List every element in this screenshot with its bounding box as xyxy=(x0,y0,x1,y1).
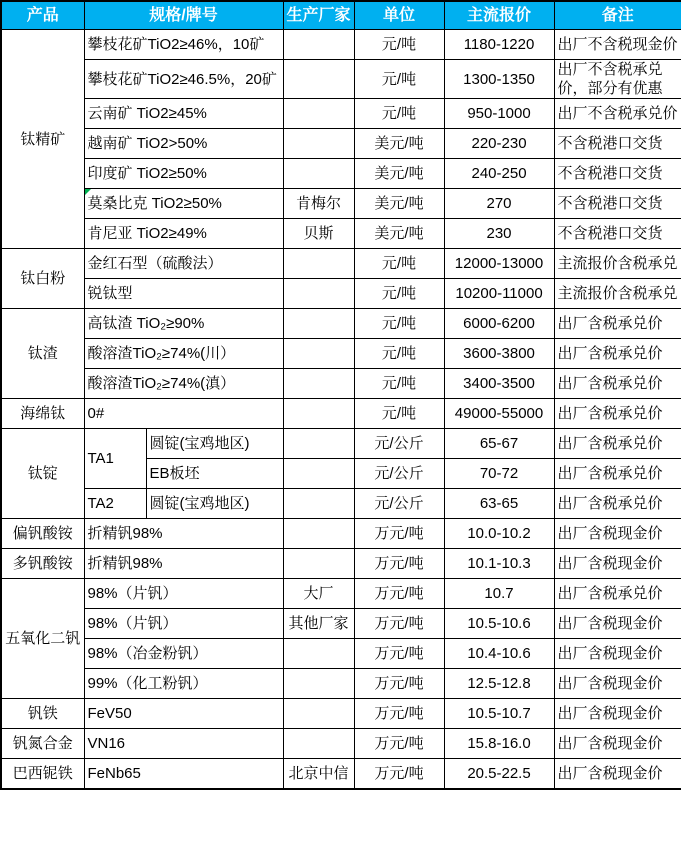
table-row xyxy=(1,339,681,369)
remark-cell: 出厂含税承兑价 xyxy=(554,579,681,609)
producer-cell xyxy=(283,549,354,579)
spec-cell: 印度矿 TiO2≥50% xyxy=(84,159,283,189)
spec-cell: 酸溶渣TiO₂≥74%(川） xyxy=(84,339,283,369)
unit-cell: 元/吨 xyxy=(354,60,444,99)
table-row xyxy=(1,489,681,519)
remark-cell: 不含税港口交货 xyxy=(554,159,681,189)
price-cell: 10.4-10.6 xyxy=(444,639,554,669)
spec-cell xyxy=(84,189,283,219)
product-cell: 钒氮合金 xyxy=(1,729,84,759)
spec-cell: 金红石型（硫酸法） xyxy=(84,249,283,279)
spec-text: 莫桑比克 TiO2≥50% xyxy=(87,195,222,212)
producer-cell: 其他厂家 xyxy=(283,609,354,639)
producer-cell xyxy=(283,279,354,309)
table-row xyxy=(1,699,681,729)
remark-cell: 出厂含税现金价 xyxy=(554,729,681,759)
remark-cell: 出厂含税承兑价 xyxy=(554,459,681,489)
remark-cell: 出厂含税现金价 xyxy=(554,549,681,579)
price-cell: 3600-3800 xyxy=(444,339,554,369)
price-cell: 12000-13000 xyxy=(444,249,554,279)
unit-cell: 美元/吨 xyxy=(354,129,444,159)
producer-cell: 贝斯 xyxy=(283,219,354,249)
table-row xyxy=(1,99,681,129)
producer-cell xyxy=(283,699,354,729)
producer-cell xyxy=(283,519,354,549)
spec-cell: 越南矿 TiO2>50% xyxy=(84,129,283,159)
table-row xyxy=(1,549,681,579)
table-row xyxy=(1,129,681,159)
grade-cell: TA1 xyxy=(84,429,146,489)
spec-cell: 高钛渣 TiO₂≥90% xyxy=(84,309,283,339)
remark-cell: 不含税港口交货 xyxy=(554,219,681,249)
remark-cell: 出厂含税承兑价 xyxy=(554,309,681,339)
price-cell: 10.1-10.3 xyxy=(444,549,554,579)
table-row xyxy=(1,669,681,699)
unit-cell: 元/吨 xyxy=(354,30,444,60)
spec-cell: 98%（片钒） xyxy=(84,579,283,609)
unit-cell: 万元/吨 xyxy=(354,609,444,639)
spec-cell: 98%（冶金粉钒） xyxy=(84,639,283,669)
spec-cell: 99%（化工粉钒） xyxy=(84,669,283,699)
remark-cell: 出厂含税承兑价 xyxy=(554,489,681,519)
unit-cell: 万元/吨 xyxy=(354,579,444,609)
column-header-unit: 单位 xyxy=(354,1,444,30)
producer-cell xyxy=(283,339,354,369)
unit-cell: 万元/吨 xyxy=(354,519,444,549)
producer-cell xyxy=(283,159,354,189)
table-row xyxy=(1,279,681,309)
unit-cell: 美元/吨 xyxy=(354,189,444,219)
table-row xyxy=(1,729,681,759)
table-row xyxy=(1,429,681,459)
header-row xyxy=(1,1,681,30)
producer-cell: 大厂 xyxy=(283,579,354,609)
table-row xyxy=(1,579,681,609)
price-cell: 20.5-22.5 xyxy=(444,759,554,789)
spec-cell: 云南矿 TiO2≥45% xyxy=(84,99,283,129)
unit-cell: 元/吨 xyxy=(354,369,444,399)
product-cell: 钛锭 xyxy=(1,429,84,519)
unit-cell: 美元/吨 xyxy=(354,159,444,189)
remark-cell: 出厂含税现金价 xyxy=(554,519,681,549)
producer-cell: 北京中信 xyxy=(283,759,354,789)
product-cell: 五氧化二钒 xyxy=(1,579,84,699)
unit-cell: 万元/吨 xyxy=(354,729,444,759)
price-cell: 63-65 xyxy=(444,489,554,519)
producer-cell xyxy=(283,369,354,399)
spec-cell: VN16 xyxy=(84,729,283,759)
spec-cell: FeNb65 xyxy=(84,759,283,789)
remark-cell: 不含税港口交货 xyxy=(554,129,681,159)
spec-cell: FeV50 xyxy=(84,699,283,729)
unit-cell: 美元/吨 xyxy=(354,219,444,249)
remark-cell: 出厂不含税承兑价，部分有优惠 xyxy=(554,60,681,99)
spec-cell: 锐钛型 xyxy=(84,279,283,309)
table-row xyxy=(1,519,681,549)
product-cell: 偏钒酸铵 xyxy=(1,519,84,549)
price-cell: 10.7 xyxy=(444,579,554,609)
price-cell: 230 xyxy=(444,219,554,249)
price-cell: 65-67 xyxy=(444,429,554,459)
spec-cell: 0# xyxy=(84,399,283,429)
price-cell: 10.5-10.7 xyxy=(444,699,554,729)
table-row xyxy=(1,309,681,339)
column-header-spec: 规格/牌号 xyxy=(84,1,283,30)
price-cell: 220-230 xyxy=(444,129,554,159)
remark-cell: 出厂含税现金价 xyxy=(554,759,681,789)
spec-cell: 肯尼亚 TiO2≥49% xyxy=(84,219,283,249)
price-cell: 12.5-12.8 xyxy=(444,669,554,699)
unit-cell: 元/公斤 xyxy=(354,489,444,519)
unit-cell: 万元/吨 xyxy=(354,639,444,669)
table-row xyxy=(1,189,681,219)
grade-cell: TA2 xyxy=(84,489,146,519)
column-header-product: 产品 xyxy=(1,1,84,30)
table-row xyxy=(1,159,681,189)
price-cell: 49000-55000 xyxy=(444,399,554,429)
price-cell: 10200-11000 xyxy=(444,279,554,309)
cell-comment-flag-icon xyxy=(85,189,91,195)
column-header-producer: 生产厂家 xyxy=(283,1,354,30)
producer-cell xyxy=(283,99,354,129)
unit-cell: 元/吨 xyxy=(354,249,444,279)
remark-cell: 出厂含税现金价 xyxy=(554,699,681,729)
spec-cell: 折精钒98% xyxy=(84,519,283,549)
remark-cell: 出厂含税现金价 xyxy=(554,669,681,699)
price-cell: 1300-1350 xyxy=(444,60,554,99)
table-row xyxy=(1,399,681,429)
spec-cell: 圆锭(宝鸡地区) xyxy=(146,429,283,459)
price-cell: 950-1000 xyxy=(444,99,554,129)
spec-cell: 98%（片钒） xyxy=(84,609,283,639)
column-header-price: 主流报价 xyxy=(444,1,554,30)
unit-cell: 万元/吨 xyxy=(354,549,444,579)
table-row xyxy=(1,60,681,99)
price-cell: 270 xyxy=(444,189,554,219)
table-row xyxy=(1,219,681,249)
producer-cell xyxy=(283,669,354,699)
unit-cell: 万元/吨 xyxy=(354,759,444,789)
remark-cell: 出厂不含税承兑价 xyxy=(554,99,681,129)
producer-cell xyxy=(283,30,354,60)
spec-cell: 攀枝花矿TiO2≥46.5%，20矿 xyxy=(84,60,283,99)
producer-cell xyxy=(283,639,354,669)
spec-cell: 酸溶渣TiO₂≥74%(滇） xyxy=(84,369,283,399)
spec-cell: 圆锭(宝鸡地区) xyxy=(146,489,283,519)
producer-cell xyxy=(283,60,354,99)
price-cell: 240-250 xyxy=(444,159,554,189)
product-cell: 巴西铌铁 xyxy=(1,759,84,789)
price-cell: 70-72 xyxy=(444,459,554,489)
spec-cell: 攀枝花矿TiO2≥46%，10矿 xyxy=(84,30,283,60)
price-cell: 3400-3500 xyxy=(444,369,554,399)
remark-cell: 主流报价含税承兑 xyxy=(554,249,681,279)
producer-cell xyxy=(283,249,354,279)
producer-cell xyxy=(283,309,354,339)
remark-cell: 主流报价含税承兑 xyxy=(554,279,681,309)
product-cell: 钒铁 xyxy=(1,699,84,729)
remark-cell: 出厂不含税现金价 xyxy=(554,30,681,60)
unit-cell: 万元/吨 xyxy=(354,669,444,699)
table-row xyxy=(1,759,681,789)
table-row xyxy=(1,369,681,399)
product-cell: 钛渣 xyxy=(1,309,84,399)
price-cell: 1180-1220 xyxy=(444,30,554,60)
unit-cell: 元/吨 xyxy=(354,279,444,309)
price-cell: 6000-6200 xyxy=(444,309,554,339)
spec-cell: 折精钒98% xyxy=(84,549,283,579)
unit-cell: 万元/吨 xyxy=(354,699,444,729)
producer-cell xyxy=(283,729,354,759)
table-row xyxy=(1,639,681,669)
product-cell: 海绵钛 xyxy=(1,399,84,429)
spec-cell: EB板坯 xyxy=(146,459,283,489)
producer-cell xyxy=(283,129,354,159)
table-row xyxy=(1,30,681,60)
price-cell: 15.8-16.0 xyxy=(444,729,554,759)
remark-cell: 出厂含税承兑价 xyxy=(554,339,681,369)
table-row xyxy=(1,609,681,639)
column-header-remark: 备注 xyxy=(554,1,681,30)
remark-cell: 出厂含税现金价 xyxy=(554,639,681,669)
remark-cell: 出厂含税承兑价 xyxy=(554,399,681,429)
unit-cell: 元/吨 xyxy=(354,309,444,339)
product-cell: 钛白粉 xyxy=(1,249,84,309)
unit-cell: 元/吨 xyxy=(354,399,444,429)
remark-cell: 不含税港口交货 xyxy=(554,189,681,219)
producer-cell xyxy=(283,399,354,429)
unit-cell: 元/公斤 xyxy=(354,459,444,489)
unit-cell: 元/吨 xyxy=(354,99,444,129)
producer-cell xyxy=(283,459,354,489)
product-cell: 钛精矿 xyxy=(1,30,84,249)
table-row xyxy=(1,249,681,279)
price-cell: 10.5-10.6 xyxy=(444,609,554,639)
price-cell: 10.0-10.2 xyxy=(444,519,554,549)
producer-cell: 肯梅尔 xyxy=(283,189,354,219)
product-cell: 多钒酸铵 xyxy=(1,549,84,579)
producer-cell xyxy=(283,429,354,459)
unit-cell: 元/公斤 xyxy=(354,429,444,459)
remark-cell: 出厂含税承兑价 xyxy=(554,369,681,399)
remark-cell: 出厂含税承兑价 xyxy=(554,429,681,459)
remark-cell: 出厂含税现金价 xyxy=(554,609,681,639)
producer-cell xyxy=(283,489,354,519)
unit-cell: 元/吨 xyxy=(354,339,444,369)
